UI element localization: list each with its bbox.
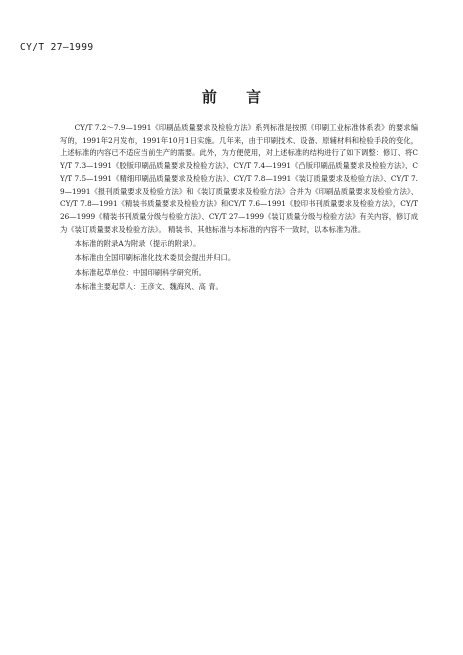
foreword-body bbox=[60, 122, 418, 294]
foreword-paragraph-appendix: 本标准的附录A为附录（提示的附录）。 bbox=[74, 239, 201, 249]
foreword-paragraph-proposer: 本标准由全国印刷标准化技术委员会提出并归口。 bbox=[74, 253, 236, 263]
standard-code: CY/T 27—1999 bbox=[20, 42, 94, 53]
page-title: 前 言 bbox=[201, 88, 274, 106]
foreword-paragraph-main: CY/T 7.2～7.9—1991《印刷品质量要求及检验方法》系列标准是按照《印刷工业标准体系表》的要求编写的，1991年2月发布，1991年10月1日实施。几年来，由于印刷技术、设备、原辅材料和检验手段的变化，上述标准的内容已不适应当前生产的需要。此外，为方便使用，对上述标准的结构进行了如下调整：修订、将CY/T 7.3—1991《胶版印刷品质量要求及检验方法》、CY/T 7.4—1991《凸版印刷品质量要求及检验方法》、CY/T 7.5—1991《精细印刷品质量要求及检验方法》、CY/T 7.8—1991《装订质量要求及检验方法》、CY/T 7.9—1991《报刊质量要求及检验方法》和《装订质量要求及检验方法》合并为《印刷品质量要求及检验方法》、CY/T 7.8—1991《精装书质量要求及检验方法》和CY/T 7.6—1991《胶印书刊质量要求及检验方法》，CY/T 26—1999《精装书刊质量分级与检验方法》、CY/T 27—1999《装订质量分级与检验方法》有关内容，修订成为《装订质量要求及检验方法》。 精装书、其他标准与本标准的内容不一致时，以本标准为准。 bbox=[60, 123, 418, 234]
foreword-paragraph-drafters: 本标准主要起草人：王彦文、魏海风、高 青。 bbox=[74, 282, 223, 292]
foreword-paragraph-drafting-unit: 本标准起草单位：中国印刷科学研究所。 bbox=[74, 267, 206, 277]
